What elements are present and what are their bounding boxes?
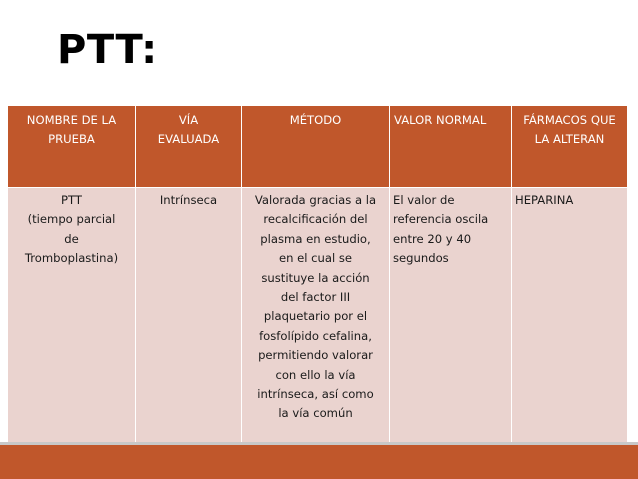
header-nombre-prueba [8, 106, 136, 188]
cell-line: del factor III [280, 290, 351, 305]
table-row [8, 188, 628, 449]
cell-line: entre 20 y 40 [393, 231, 472, 246]
cell-line: sustituye la acción [261, 270, 370, 285]
header-line: NOMBRE DE LA [26, 113, 117, 127]
table-header-row [8, 106, 628, 188]
cell-line: recalcificación del [263, 212, 368, 227]
cell-line: en el cual se [278, 251, 353, 266]
ptt-table [7, 105, 628, 449]
header-line: EVALUADA [157, 132, 220, 147]
page-title: PTT: [57, 27, 158, 73]
cell-line: plasma en estudio, [260, 231, 371, 246]
header-line: FÁRMACOS QUE [523, 113, 616, 127]
cell-line: de [64, 231, 79, 246]
header-line: VALOR NORMAL [394, 113, 487, 127]
header-line: VÍA [178, 113, 199, 127]
header-line: MÉTODO [289, 113, 342, 127]
cell-via-evaluada [136, 188, 242, 449]
cell-line: la vía común [278, 406, 353, 421]
cell-line: referencia oscila [393, 212, 489, 227]
cell-valor-normal [390, 188, 512, 449]
header-line: PRUEBA [48, 132, 95, 147]
header-valor-normal [390, 106, 512, 188]
header-line: LA ALTERAN [534, 132, 605, 147]
cell-line: segundos [393, 251, 449, 266]
cell-line: Valorada gracias a la [254, 193, 377, 207]
cell-line: El valor de [393, 193, 455, 207]
cell-line: Tromboplastina) [24, 251, 119, 266]
cell-line: (tiempo parcial [27, 212, 116, 227]
cell-line: fosfolípido cefalina, [259, 328, 372, 343]
header-farmacos [512, 106, 628, 188]
cell-farmacos [512, 188, 628, 449]
cell-line: permitiendo valorar [258, 348, 373, 363]
cell-line: PTT [61, 193, 82, 207]
cell-line: HEPARINA [515, 193, 574, 207]
footer-band [0, 445, 638, 479]
cell-line: con ello la vía [275, 367, 356, 382]
cell-nombre-prueba [8, 188, 136, 449]
header-metodo [242, 106, 390, 188]
cell-line: intrínseca, así como [257, 387, 374, 402]
cell-metodo [242, 188, 390, 449]
cell-line: plaquetario por el [263, 309, 368, 324]
cell-line: Intrínseca [159, 193, 218, 207]
header-via-evaluada [136, 106, 242, 188]
